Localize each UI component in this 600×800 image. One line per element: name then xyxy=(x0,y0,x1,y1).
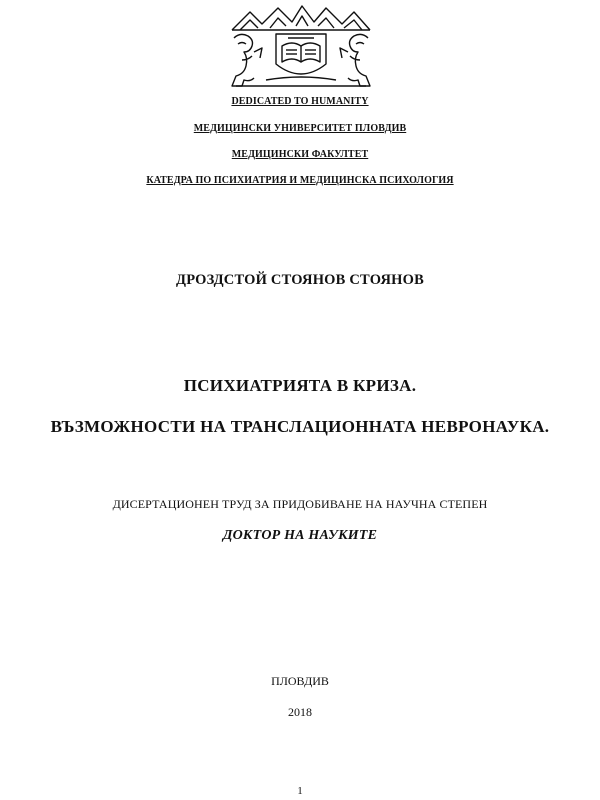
university-emblem-icon xyxy=(226,4,376,88)
department-name: КАТЕДРА ПО ПСИХИАТРИЯ И МЕДИЦИНСКА ПСИХОЛОГИЯ xyxy=(146,175,454,186)
degree-title: ДОКТОР НА НАУКИТЕ xyxy=(222,528,378,543)
page-number: 1 xyxy=(297,785,303,797)
motto: DEDICATED TO HUMANITY xyxy=(231,96,369,107)
faculty-name: МЕДИЦИНСКИ ФАКУЛТЕТ xyxy=(231,149,369,160)
year: 2018 xyxy=(288,705,312,719)
title-line-1: ПСИХИАТРИЯТА В КРИЗА. xyxy=(183,376,417,395)
city: ПЛОВДИВ xyxy=(271,674,329,688)
dissertation-description: ДИСЕРТАЦИОНЕН ТРУД ЗА ПРИДОБИВАНЕ НА НАУЧНА СТЕПЕН xyxy=(112,497,488,511)
university-name: МЕДИЦИНСКИ УНИВЕРСИТЕТ ПЛОВДИВ xyxy=(193,123,407,134)
title-line-2: ВЪЗМОЖНОСТИ НА ТРАНСЛАЦИОННАТА НЕВРОНАУКА. xyxy=(50,417,550,436)
author-name: ДРОЗДСТОЙ СТОЯНОВ СТОЯНОВ xyxy=(176,272,424,288)
